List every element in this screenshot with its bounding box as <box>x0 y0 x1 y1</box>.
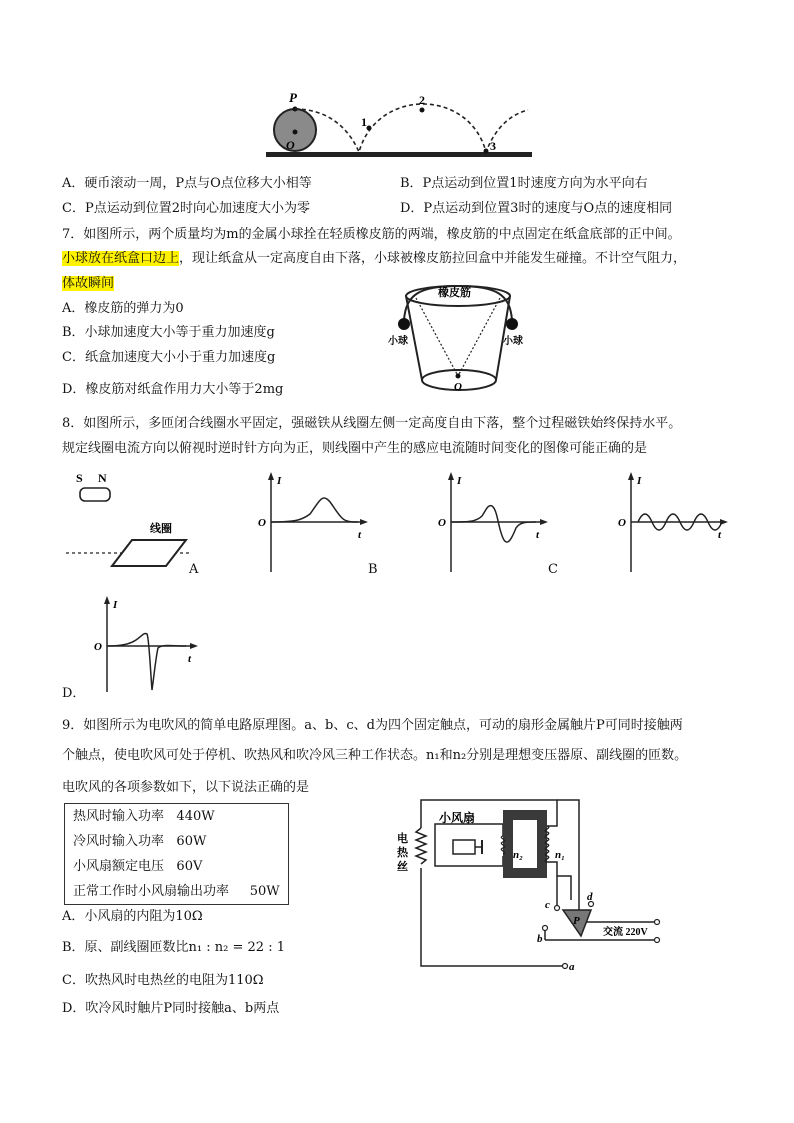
fan-motor <box>453 840 475 854</box>
box-side-left <box>406 296 422 380</box>
param-key: 热风时输入功率 440W <box>73 809 215 824</box>
label-o: O <box>258 517 266 529</box>
label-2: 2 <box>419 93 425 107</box>
contact-b <box>543 926 548 931</box>
label-o: O <box>454 381 462 393</box>
label-n1: n₁ <box>555 849 565 861</box>
label-c: c <box>545 899 550 911</box>
q8-option-d-label: D． <box>62 686 86 701</box>
param-value: 60V <box>176 859 203 874</box>
label-t: t <box>358 529 362 541</box>
wire-fan-top <box>435 824 503 836</box>
contact-c <box>555 906 560 911</box>
label-1: 1 <box>361 115 367 129</box>
q9-option-c: C．吹热风时电热丝的电阻为110Ω <box>62 973 264 988</box>
label-heater-3: 丝 <box>397 861 408 873</box>
band-anchor-o <box>456 374 461 379</box>
curve <box>451 506 536 542</box>
heater-coil <box>416 828 426 864</box>
paper-box-figure <box>386 272 526 400</box>
magnet-coil-figure <box>64 470 190 576</box>
q6-option-b: B．P点运动到位置1时速度方向为水平向右 <box>400 176 648 191</box>
q9-option-b: B．原、副线圈匝数比n₁ : n₂ = 22 : 1 <box>62 940 285 955</box>
axis-i-arrow <box>628 472 634 480</box>
graph-a <box>256 470 374 576</box>
coil <box>112 540 186 566</box>
q8-stem-line2: 规定线圈电流方向以俯视时逆时针方向为正，则线圈中产生的感应电流随时间变化的图像可能正确的是 <box>62 441 648 456</box>
position-2-dot <box>420 108 425 113</box>
contact-a <box>563 964 568 969</box>
band-right <box>458 298 500 376</box>
axis-i-arrow <box>448 472 454 480</box>
label-p: P <box>573 915 580 927</box>
rolling-coin-figure <box>262 88 534 166</box>
curve <box>271 498 358 522</box>
axis-i-arrow <box>104 596 110 604</box>
label-o: O <box>618 517 626 529</box>
label-s: S <box>76 471 83 485</box>
terminal-top <box>655 920 660 925</box>
q9-stem-line1: 9．如图所示为电吹风的简单电路原理图。a、b、c、d为四个固定触点，可动的扇形金属触片P可同时接触两 <box>62 718 683 733</box>
q8-stem-line1: 8．如图所示，多匝闭合线圈水平固定，强磁铁从线圈左侧一定高度自由下落，整个过程磁铁始终保持水平。 <box>62 416 682 431</box>
q9-stem-line3: 电吹风的各项参数如下，以下说法正确的是 <box>62 780 310 795</box>
curve <box>107 633 186 690</box>
label-i: I <box>277 475 282 487</box>
wire-heater-bottom <box>421 868 565 966</box>
label-o: O <box>286 138 295 152</box>
axis-t-arrow <box>360 519 368 525</box>
axis-i-arrow <box>268 472 274 480</box>
q9-option-a: A．小风扇的内阻为10Ω <box>62 909 203 924</box>
q8-option-c-label: C <box>548 562 558 577</box>
q7-stem-line3 <box>62 274 114 294</box>
label-n2: n₂ <box>513 849 523 861</box>
label-p: P <box>289 90 297 105</box>
wire-top-right <box>557 800 655 922</box>
label-a: a <box>569 961 575 973</box>
label-ac-220v: 交流 220V <box>603 927 648 938</box>
position-1-dot <box>367 126 372 131</box>
param-key: 冷风时输入功率 60W <box>73 834 207 849</box>
label-fan: 小风扇 <box>439 811 476 825</box>
label-n: N <box>98 471 107 485</box>
label-t: t <box>718 529 722 541</box>
table-row <box>65 829 289 854</box>
q7-stem-line2-rest: ，现让纸盒从一定高度自由下落，小球被橡皮筋拉回盒中并能发生碰撞。不计空气阻力， <box>179 251 687 266</box>
ball-right <box>506 318 518 330</box>
label-d: d <box>587 891 593 903</box>
graph-c <box>616 470 734 576</box>
label-o: O <box>438 517 446 529</box>
q7-stem-line1: 7．如图所示，两个质量均为m的金属小球拴在轻质橡皮筋的两端，橡皮筋的中点固定在纸盒底部的正中间。 <box>62 227 681 242</box>
param-key: 小风扇额定电压 60V <box>73 859 203 874</box>
label-o: O <box>94 641 102 653</box>
parameter-table <box>64 803 289 905</box>
label-b: b <box>537 933 543 945</box>
label-heater-1: 电 <box>397 833 408 845</box>
q7-highlight-2: 体故瞬间 <box>62 276 115 291</box>
band-left <box>416 298 458 376</box>
table-row <box>65 879 289 905</box>
q8-option-b-label: B <box>368 562 378 577</box>
wire-primary-bottom <box>547 862 571 900</box>
label-heater-2: 热 <box>397 847 408 859</box>
label-ball-right: 小球 <box>503 336 523 347</box>
q9-stem-line2: 个触点，使电吹风可处于停机、吹热风和吹冷风三种工作状态。n₁和n₂分别是理想变压器原、副线圈的匝数。 <box>62 748 688 763</box>
q7-option-a: A．橡皮筋的弹力为0 <box>62 301 184 316</box>
param-value: 60W <box>176 834 207 849</box>
graph-b <box>436 470 554 576</box>
table-row <box>65 854 289 879</box>
q7-stem-line2 <box>62 249 686 269</box>
q9-option-d: D．吹冷风时触片P同时接触a、b两点 <box>62 1001 280 1016</box>
param-key: 正常工作时小风扇输出功率 50W <box>73 884 280 899</box>
label-3: 3 <box>490 139 496 153</box>
q7-option-c: C．纸盒加速度大小小于重力加速度g <box>62 350 276 365</box>
q8-option-a-label: A <box>189 562 199 577</box>
label-rubber-band: 橡皮筋 <box>438 287 471 299</box>
q7-highlight-1: 小球放在纸盒口边上 <box>62 251 180 266</box>
label-i: I <box>113 599 118 611</box>
magnet <box>80 488 110 501</box>
axis-t-arrow <box>540 519 548 525</box>
label-i: I <box>637 475 642 487</box>
q7-option-b: B．小球加速度大小等于重力加速度g <box>62 325 275 340</box>
q6-option-a: A．硬币滚动一周，P点与O点位移大小相等 <box>62 176 312 191</box>
center-o-dot <box>293 130 298 135</box>
position-3-dot <box>484 149 489 154</box>
label-ball-left: 小球 <box>388 336 408 347</box>
q7-option-d: D．橡皮筋对纸盒作用力大小等于2mg <box>62 382 284 397</box>
param-value: 440W <box>176 809 215 824</box>
ball-left <box>398 318 410 330</box>
label-coil: 线圈 <box>150 523 172 535</box>
terminal-bottom <box>655 938 660 943</box>
table-row <box>65 804 289 830</box>
q6-option-c: C．P点运动到位置2时向心加速度大小为零 <box>62 201 310 216</box>
axis-t-arrow <box>190 643 198 649</box>
label-t: t <box>188 653 192 665</box>
label-i: I <box>457 475 462 487</box>
graph-d <box>92 594 204 694</box>
hair-dryer-circuit <box>395 796 685 976</box>
label-t: t <box>536 529 540 541</box>
param-value: 50W <box>249 884 280 899</box>
q6-option-d: D．P点运动到位置3时的速度与O点的速度相同 <box>400 201 673 216</box>
